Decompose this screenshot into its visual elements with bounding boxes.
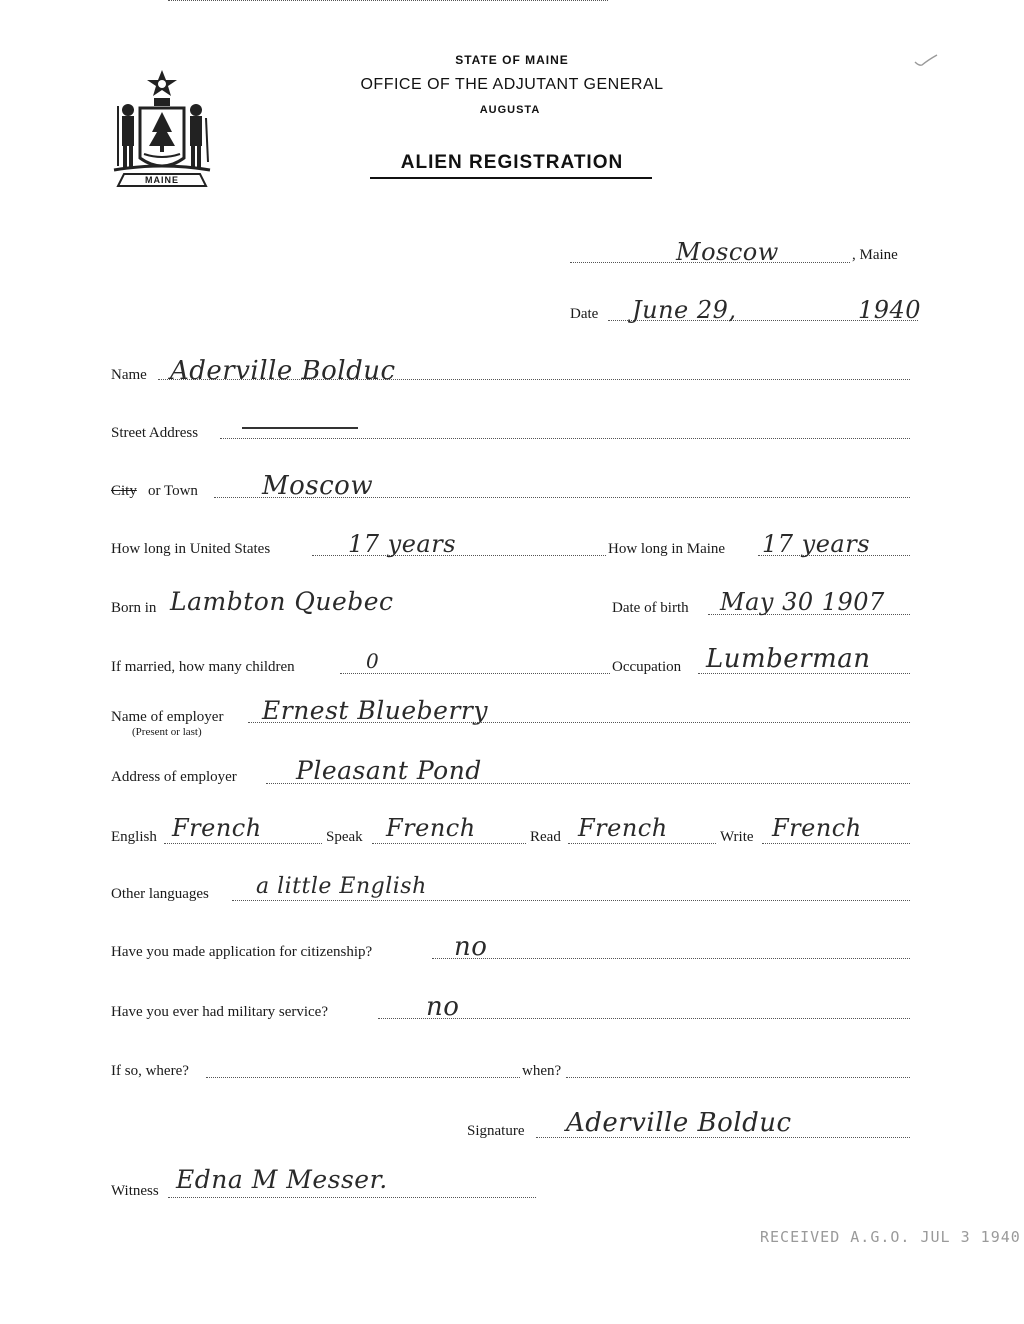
born-in-label: Born in xyxy=(111,600,157,616)
when-line xyxy=(566,1077,910,1078)
when-label: when? xyxy=(522,1063,562,1079)
where-label: If so, where? xyxy=(111,1063,189,1079)
employer-address-value: Pleasant Pond xyxy=(296,756,482,785)
citizenship-line xyxy=(432,958,910,959)
birth-date-value: May 30 1907 xyxy=(720,588,885,616)
children-line xyxy=(340,673,610,674)
seal-banner-text: MAINE xyxy=(145,175,179,185)
born-in-value: Lambton Quebec xyxy=(170,587,394,616)
read-line xyxy=(568,843,716,844)
where-line xyxy=(206,1077,520,1078)
children-value: 0 xyxy=(366,649,380,673)
occupation-label: Occupation xyxy=(612,659,682,675)
write-value: French xyxy=(772,814,862,842)
maine-label: , Maine xyxy=(852,247,898,263)
maine-duration-label: How long in Maine xyxy=(608,541,726,557)
other-languages-label: Other languages xyxy=(111,886,209,902)
citizenship-label: Have you made application for citizenship? xyxy=(111,944,373,960)
name-label: Name xyxy=(111,367,147,383)
other-languages-value: a little English xyxy=(256,874,427,899)
english-line xyxy=(164,843,322,844)
witness-label: Witness xyxy=(111,1183,159,1199)
english-value: French xyxy=(172,814,262,842)
city-heading: AUGUSTA xyxy=(479,104,541,116)
town-label: or Town xyxy=(148,483,198,499)
state-heading: STATE OF MAINE xyxy=(455,53,569,67)
read-value: French xyxy=(578,814,668,842)
military-label: Have you ever had military service? xyxy=(111,1004,328,1020)
signature-label: Signature xyxy=(467,1123,525,1139)
office-heading: OFFICE OF THE ADJUTANT GENERAL xyxy=(360,76,664,93)
date-label: Date xyxy=(570,306,599,322)
form-title: ALIEN REGISTRATION xyxy=(400,152,624,173)
form-title-underline xyxy=(370,177,652,179)
speak-line xyxy=(372,843,526,844)
read-label: Read xyxy=(530,829,561,845)
write-line xyxy=(762,843,910,844)
employer-label: Name of employer xyxy=(111,709,224,725)
speak-value: French xyxy=(386,814,476,842)
citizenship-value: no xyxy=(454,932,488,962)
received-stamp: RECEIVED A.G.O. JUL 3 1940 xyxy=(760,1228,1021,1246)
witness-line xyxy=(168,1197,536,1198)
maine-seal xyxy=(110,66,214,194)
witness-value: Edna M Messer. xyxy=(176,1165,388,1194)
other-languages-line xyxy=(232,900,910,901)
children-label: If married, how many children xyxy=(111,659,295,675)
write-label: Write xyxy=(720,829,754,845)
us-duration-label: How long in United States xyxy=(111,541,271,557)
employer-address-label: Address of employer xyxy=(111,769,237,785)
employer-sublabel: (Present or last) xyxy=(132,726,202,738)
street-label: Street Address xyxy=(111,425,199,441)
place-value: Moscow xyxy=(676,238,779,266)
occupation-value: Lumberman xyxy=(706,644,871,674)
city-label-struck: City xyxy=(111,483,137,499)
military-value: no xyxy=(426,992,460,1022)
maine-duration-value: 17 years xyxy=(762,530,871,558)
signature-value: Aderville Bolduc xyxy=(566,1108,792,1138)
english-label: English xyxy=(111,829,157,845)
name-value: Aderville Bolduc xyxy=(170,356,396,386)
employer-value: Ernest Blueberry xyxy=(262,696,489,725)
check-mark-icon xyxy=(914,54,938,73)
date-month-day: June 29, xyxy=(632,296,737,324)
us-duration-value: 17 years xyxy=(348,530,457,558)
birth-date-label: Date of birth xyxy=(612,600,689,616)
date-year: 1940 xyxy=(858,296,922,324)
town-value: Moscow xyxy=(262,471,374,501)
street-line xyxy=(220,438,910,439)
speak-label: Speak xyxy=(326,829,363,845)
born-in-line xyxy=(168,0,608,1)
street-dash xyxy=(242,427,358,429)
